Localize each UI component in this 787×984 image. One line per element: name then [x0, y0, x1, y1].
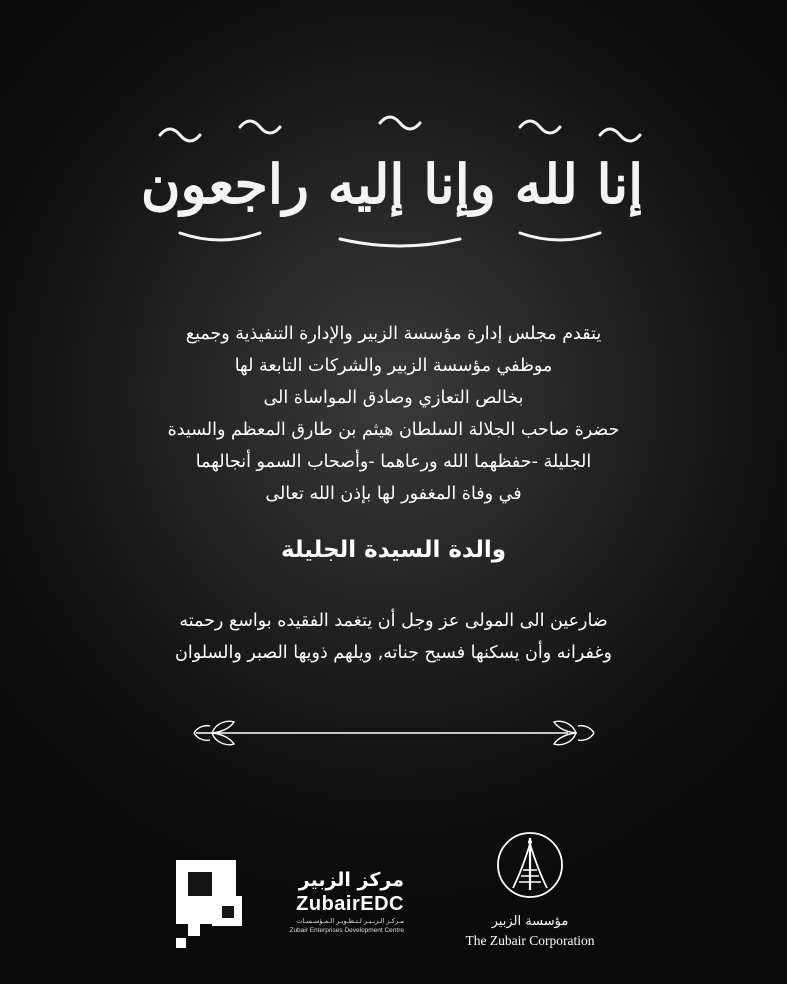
message-line: بخالص التعازي وصادق المواساة الى [263, 388, 524, 408]
message-line: يتقدم مجلس إدارة مؤسسة الزبير والإدارة التنفيذية وجميع [185, 324, 602, 344]
edc-arabic-name: مركز الزبير [298, 869, 404, 891]
prayer-line: ضارعين الى المولى عز وجل أن يتغمد الفقيده بواسع رحمته [179, 611, 608, 631]
calligraphy-text: إنا لله وإنا إليه راجعون [140, 152, 644, 216]
message-line: في وفاة المغفور لها بإذن الله تعالى [265, 484, 522, 504]
heading-calligraphy [120, 105, 665, 260]
condolence-message [60, 318, 727, 510]
zubair-corporation-logo [450, 830, 610, 955]
edc-arabic-subtitle: مـركـز الـزبـيـر لـتـطـويـر الـمـؤسـسـات [296, 917, 404, 925]
deceased-title: والدة السيدة الجليلة [280, 537, 507, 563]
edc-english-subtitle: Zubair Enterprises Development Centre [289, 927, 404, 934]
zubair-edc-logo [176, 860, 416, 952]
message-line: حضرة صاحب الجلالة السلطان هيثم بن طارق المعظم والسيدة [167, 420, 620, 440]
message-line: الجليلة -حفظهما الله ورعاهما -وأصحاب السمو أنجالهما [195, 452, 592, 472]
edc-latin-name: ZubairEDC [296, 893, 404, 915]
calligraphy-art [120, 105, 665, 260]
prayer-line: وغفرانه وأن يسكنها فسيح جناته, ويلهم ذويها الصبر والسلوان [175, 643, 612, 663]
pixel-blocks-logo-icon [176, 860, 262, 952]
message-line: موظفي مؤسسة الزبير والشركات التابعة لها [234, 356, 553, 376]
tower-emblem-icon [495, 830, 565, 900]
corp-english-name: The Zubair Corporation [465, 933, 595, 948]
prayer-text [60, 605, 727, 669]
corp-arabic-name: مؤسسة الزبير [491, 914, 569, 929]
leaf-divider-icon [190, 716, 598, 750]
